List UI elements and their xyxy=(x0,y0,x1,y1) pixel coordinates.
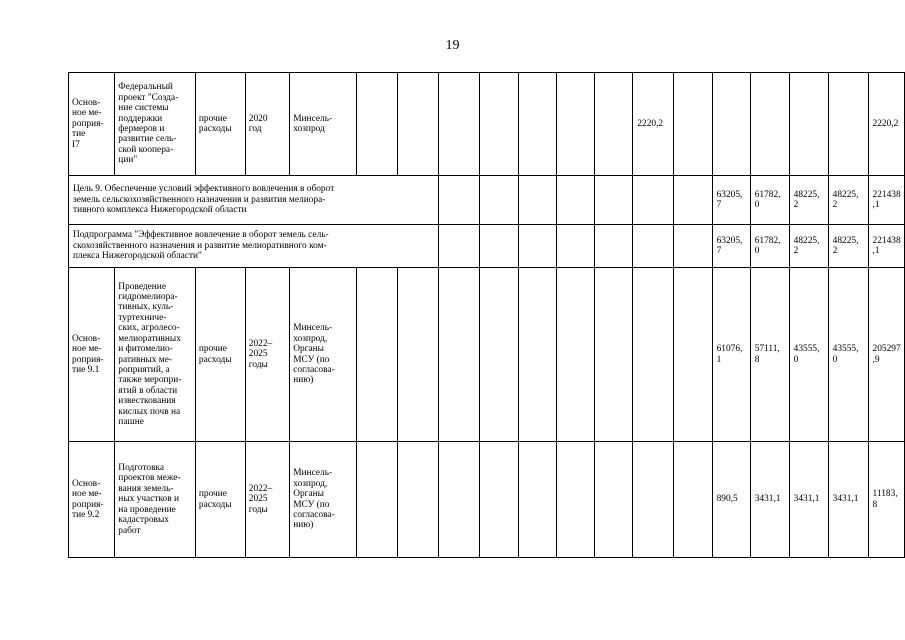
value-cell: 57111, 8 xyxy=(750,268,789,442)
empty-cell xyxy=(480,268,519,442)
empty-cell xyxy=(674,73,713,176)
expense-type-cell: прочие расходы xyxy=(195,268,245,442)
empty-cell xyxy=(480,442,519,558)
empty-cell xyxy=(557,225,595,268)
value-cell: 48225, 2 xyxy=(828,225,868,268)
empty-cell xyxy=(480,176,519,225)
table-row xyxy=(69,176,905,225)
value-cell: 3431,1 xyxy=(750,442,789,558)
empty-cell xyxy=(438,225,479,268)
empty-cell xyxy=(438,176,479,225)
value-cell: 221438 ,1 xyxy=(868,176,904,225)
budget-table xyxy=(68,72,905,558)
empty-cell xyxy=(557,176,595,225)
empty-cell xyxy=(789,73,828,176)
empty-cell xyxy=(594,225,633,268)
empty-cell xyxy=(397,268,438,442)
empty-cell xyxy=(438,73,479,176)
empty-cell xyxy=(633,268,674,442)
measure-name-cell: Федеральный проект "Созда- ние системы поддержки фермеров и развитие сель- ской коопера- ции" xyxy=(115,73,196,176)
empty-cell xyxy=(518,442,557,558)
value-cell: 43555, 0 xyxy=(828,268,868,442)
period-cell: 2022– 2025 годы xyxy=(245,268,289,442)
empty-cell xyxy=(438,268,479,442)
expense-type-cell: прочие расходы xyxy=(195,442,245,558)
measure-name-cell: Проведение гидромелиора- тивных, куль- туртехниче- ских, агролесо- мелиоративных и фитомелио- ративных ме- роприятий, а также меропри- ятий в области известкования кислых почв на пашне xyxy=(115,268,196,442)
empty-cell xyxy=(357,73,397,176)
value-cell: 3431,1 xyxy=(789,442,828,558)
executor-cell: Минсель- хозпрод, Органы МСУ (по согласова- нию) xyxy=(290,442,357,558)
empty-cell xyxy=(633,225,674,268)
empty-cell xyxy=(674,268,713,442)
empty-cell xyxy=(594,176,633,225)
empty-cell xyxy=(357,268,397,442)
empty-cell xyxy=(518,225,557,268)
value-cell: 61076, 1 xyxy=(712,268,750,442)
empty-cell xyxy=(518,268,557,442)
empty-cell xyxy=(397,442,438,558)
empty-cell xyxy=(557,73,595,176)
measure-name-cell: Подготовка проектов меже- вания земель- ных участков и на проведение кадастровых работ xyxy=(115,442,196,558)
empty-cell xyxy=(750,73,789,176)
value-cell: 2220,2 xyxy=(633,73,674,176)
empty-cell xyxy=(674,225,713,268)
empty-cell xyxy=(438,442,479,558)
summary-text-cell: Подпрограмма "Эффективное вовлечение в оборот земель сель- скохозяйственного назначения и развитие мелиоративного ком- плекса Нижегородской области" xyxy=(69,225,439,268)
empty-cell xyxy=(357,442,397,558)
measure-code-cell: Основ- ное ме- роприя- тие I7 xyxy=(69,73,115,176)
empty-cell xyxy=(594,73,633,176)
value-cell: 221438 ,1 xyxy=(868,225,904,268)
value-cell: 48225, 2 xyxy=(828,176,868,225)
value-cell: 61782, 0 xyxy=(750,225,789,268)
empty-cell xyxy=(480,225,519,268)
value-cell: 3431,1 xyxy=(828,442,868,558)
empty-cell xyxy=(557,268,595,442)
executor-cell: Минсель- хозпрод xyxy=(290,73,357,176)
empty-cell xyxy=(594,442,633,558)
value-cell: 63205, 7 xyxy=(712,225,750,268)
executor-cell: Минсель- хозпрод, Органы МСУ (по согласова- нию) xyxy=(290,268,357,442)
table-row xyxy=(69,268,905,442)
period-cell: 2022– 2025 годы xyxy=(245,442,289,558)
empty-cell xyxy=(594,268,633,442)
value-cell: 48225, 2 xyxy=(789,225,828,268)
empty-cell xyxy=(480,73,519,176)
empty-cell xyxy=(397,73,438,176)
empty-cell xyxy=(674,176,713,225)
page-number: 19 xyxy=(445,38,460,53)
empty-cell xyxy=(557,442,595,558)
measure-code-cell: Основ- ное ме- роприя- тие 9.1 xyxy=(69,268,115,442)
empty-cell xyxy=(633,176,674,225)
period-cell: 2020 год xyxy=(245,73,289,176)
measure-code-cell: Основ- ное ме- роприя- тие 9.2 xyxy=(69,442,115,558)
value-cell: 63205, 7 xyxy=(712,176,750,225)
empty-cell xyxy=(712,73,750,176)
value-cell: 43555, 0 xyxy=(789,268,828,442)
table-body xyxy=(69,73,905,558)
value-cell: 48225, 2 xyxy=(789,176,828,225)
table-row xyxy=(69,73,905,176)
empty-cell xyxy=(674,442,713,558)
table-row xyxy=(69,225,905,268)
empty-cell xyxy=(518,176,557,225)
empty-cell xyxy=(518,73,557,176)
value-cell: 2220,2 xyxy=(868,73,904,176)
value-cell: 61782, 0 xyxy=(750,176,789,225)
expense-type-cell: прочие расходы xyxy=(195,73,245,176)
value-cell: 11183, 8 xyxy=(868,442,904,558)
summary-text-cell: Цель 9. Обеспечение условий эффективного вовлечения в оборот земель сельскохозяйственного назначения и развития мелиора- тивного комплекса Нижегородской области xyxy=(69,176,439,225)
value-cell: 205297 ,9 xyxy=(868,268,904,442)
table-row xyxy=(69,442,905,558)
value-cell: 890,5 xyxy=(712,442,750,558)
empty-cell xyxy=(828,73,868,176)
empty-cell xyxy=(633,442,674,558)
